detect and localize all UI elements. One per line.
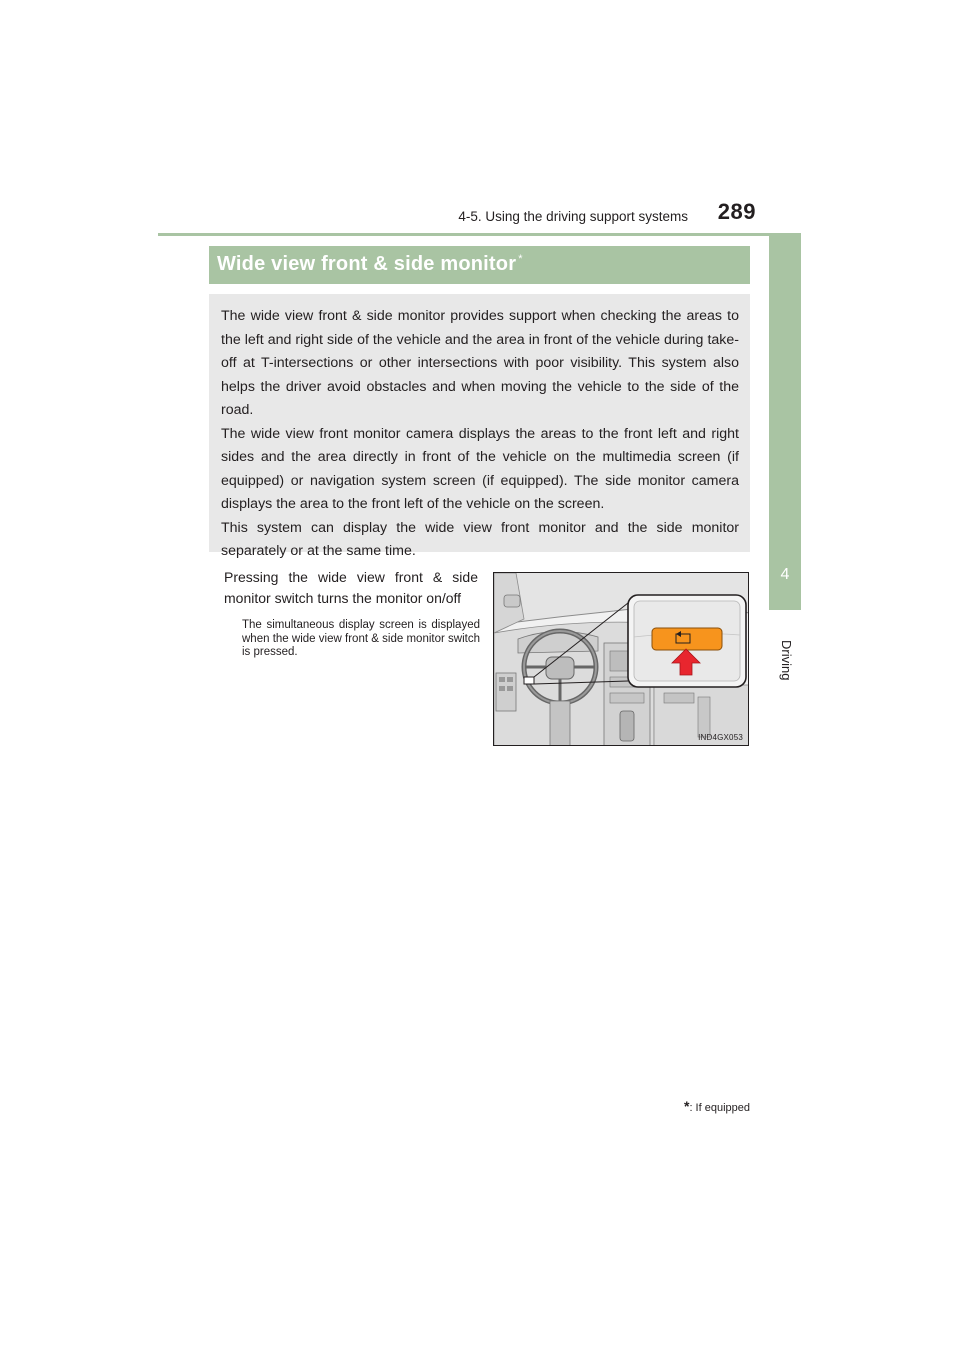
chapter-side-tab: [769, 236, 801, 610]
footnote-text: : If equipped: [689, 1102, 750, 1114]
step-note: The simultaneous display screen is displayed when the wide view front & side monitor switch is pressed.: [242, 619, 480, 658]
chapter-number: 4: [780, 566, 790, 583]
header-rule: [158, 233, 801, 236]
section-title: [217, 253, 523, 276]
section-title-marker: *: [518, 253, 523, 266]
intro-paragraph: The wide view front monitor camera displays the areas to the front left and right sides and the area directly in front of the vehicle on the multimedia screen (if equipped) or navigation system screen (if equipped). The side monitor camera displays the area to the front left of the vehicle on the screen.: [221, 425, 739, 512]
intro-paragraph: The wide view front & side monitor provides support when checking the areas to the left and right side of the vehicle and the area in front of the vehicle during take-off at T-intersections or other intersections with poor visibility. This system also helps the driver avoid obstacles and when moving the vehicle to the side of the road.: [221, 308, 739, 418]
footnote: [640, 1098, 750, 1114]
intro-paragraph: This system can display the wide view front monitor and the side monitor separately or at the same time.: [221, 519, 739, 559]
intro-box: [209, 294, 750, 559]
intro-text: [221, 305, 739, 564]
page-number: 289: [717, 199, 756, 224]
step-text: Pressing the wide view front & side monitor switch turns the monitor on/off: [224, 569, 478, 606]
header-section-title: 4-5. Using the driving support systems: [458, 209, 688, 224]
dashboard-illustration: [493, 572, 749, 746]
chapter-label: Driving: [779, 640, 794, 681]
footnote-marker: *: [683, 1098, 690, 1114]
section-title-bar: [209, 246, 750, 284]
illustration-code: IND4GX053: [698, 733, 743, 742]
section-title-text: Wide view front & side monitor: [217, 253, 517, 275]
dashboard-drawing: [494, 573, 749, 746]
